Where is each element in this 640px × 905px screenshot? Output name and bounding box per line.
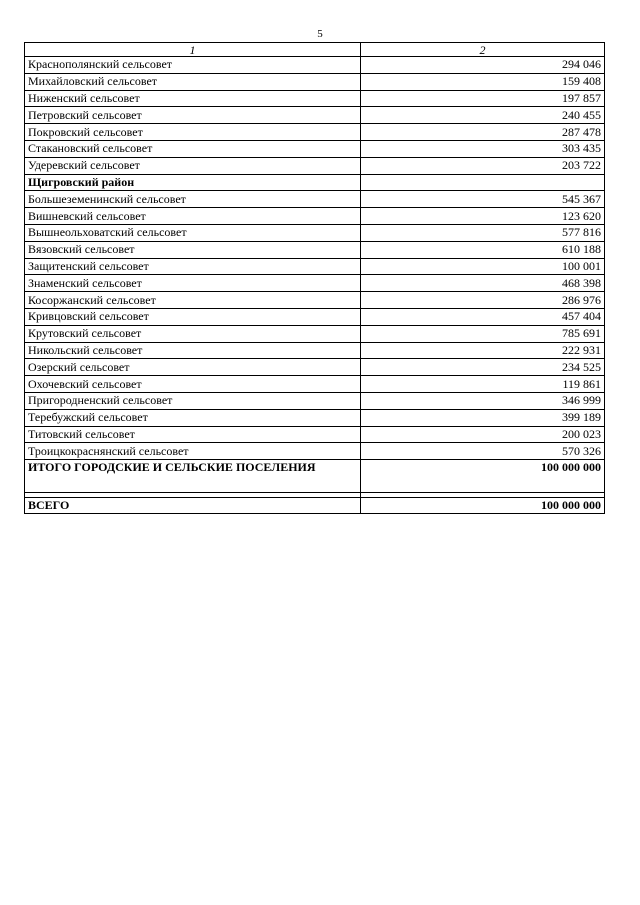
total-label: ИТОГО ГОРОДСКИЕ И СЕЛЬСКИЕ ПОСЕЛЕНИЯ: [25, 460, 361, 493]
table-row: [25, 275, 605, 292]
table-row: [25, 392, 605, 409]
settlement-name: Защитенский сельсовет: [25, 258, 361, 275]
total-row: [25, 460, 605, 493]
table-row: [25, 157, 605, 174]
table-body-a: [25, 57, 605, 175]
table-row: [25, 376, 605, 393]
header-row: [25, 43, 605, 57]
settlement-value: 159 408: [361, 73, 605, 90]
district-value: [361, 174, 605, 191]
settlement-value: 610 188: [361, 241, 605, 258]
settlement-value: 203 722: [361, 157, 605, 174]
settlement-value: 200 023: [361, 426, 605, 443]
settlement-value: 286 976: [361, 292, 605, 309]
settlement-name: Вишневский сельсовет: [25, 208, 361, 225]
settlement-value: 222 931: [361, 342, 605, 359]
settlement-name: Знаменский сельсовет: [25, 275, 361, 292]
grand-total-value: 100 000 000: [361, 498, 605, 514]
settlement-name: Озерский сельсовет: [25, 359, 361, 376]
table-body-b: [25, 191, 605, 460]
grand-total-row: [25, 498, 605, 514]
table-row: [25, 191, 605, 208]
settlement-name: Никольский сельсовет: [25, 342, 361, 359]
table-row: [25, 224, 605, 241]
table-row: [25, 107, 605, 124]
settlement-value: 287 478: [361, 124, 605, 141]
settlement-name: Троицкокраснянский сельсовет: [25, 443, 361, 460]
settlement-name: Петровский сельсовет: [25, 107, 361, 124]
table-row: [25, 308, 605, 325]
settlement-value: 785 691: [361, 325, 605, 342]
settlement-name: Краснополянский сельсовет: [25, 57, 361, 74]
table-row: [25, 258, 605, 275]
table-row: [25, 57, 605, 74]
table-row: [25, 426, 605, 443]
table-row: [25, 443, 605, 460]
settlement-value: 468 398: [361, 275, 605, 292]
settlement-name: Крутовский сельсовет: [25, 325, 361, 342]
table-row: [25, 409, 605, 426]
settlement-value: 457 404: [361, 308, 605, 325]
table-row: [25, 359, 605, 376]
settlement-name: Теребужский сельсовет: [25, 409, 361, 426]
table-row: [25, 292, 605, 309]
budget-table: [24, 42, 605, 514]
total-value: 100 000 000: [361, 460, 605, 493]
district-row: [25, 174, 605, 191]
settlement-name: Михайловский сельсовет: [25, 73, 361, 90]
settlement-value: 240 455: [361, 107, 605, 124]
table-row: [25, 140, 605, 157]
settlement-value: 197 857: [361, 90, 605, 107]
settlement-value: 346 999: [361, 392, 605, 409]
settlement-value: 119 861: [361, 376, 605, 393]
settlement-value: 577 816: [361, 224, 605, 241]
settlement-value: 234 525: [361, 359, 605, 376]
table-row: [25, 241, 605, 258]
table-body-totals: [25, 460, 605, 514]
settlement-name: Удеревский сельсовет: [25, 157, 361, 174]
grand-total-label: ВСЕГО: [25, 498, 361, 514]
settlement-value: 294 046: [361, 57, 605, 74]
settlement-value: 399 189: [361, 409, 605, 426]
settlement-value: 570 326: [361, 443, 605, 460]
settlement-name: Покровский сельсовет: [25, 124, 361, 141]
settlement-name: Охочевский сельсовет: [25, 376, 361, 393]
column-header-1: 1: [25, 43, 361, 57]
table-row: [25, 325, 605, 342]
settlement-name: Пригородненский сельсовет: [25, 392, 361, 409]
district-name: Щигровский район: [25, 174, 361, 191]
table-row: [25, 90, 605, 107]
table-row: [25, 342, 605, 359]
settlement-name: Титовский сельсовет: [25, 426, 361, 443]
settlement-value: 123 620: [361, 208, 605, 225]
page-number: 5: [317, 28, 323, 40]
table-body-district: [25, 174, 605, 191]
settlement-name: Большеземенинский сельсовет: [25, 191, 361, 208]
settlement-name: Стакановский сельсовет: [25, 140, 361, 157]
settlement-name: Ниженский сельсовет: [25, 90, 361, 107]
settlement-value: 100 001: [361, 258, 605, 275]
settlement-name: Кривцовский сельсовет: [25, 308, 361, 325]
settlement-name: Вышнеольховатский сельсовет: [25, 224, 361, 241]
settlement-value: 545 367: [361, 191, 605, 208]
column-header-2: 2: [361, 43, 605, 57]
table-row: [25, 208, 605, 225]
settlement-name: Косоржанский сельсовет: [25, 292, 361, 309]
settlement-name: Вязовский сельсовет: [25, 241, 361, 258]
settlement-value: 303 435: [361, 140, 605, 157]
table-row: [25, 73, 605, 90]
table-row: [25, 124, 605, 141]
